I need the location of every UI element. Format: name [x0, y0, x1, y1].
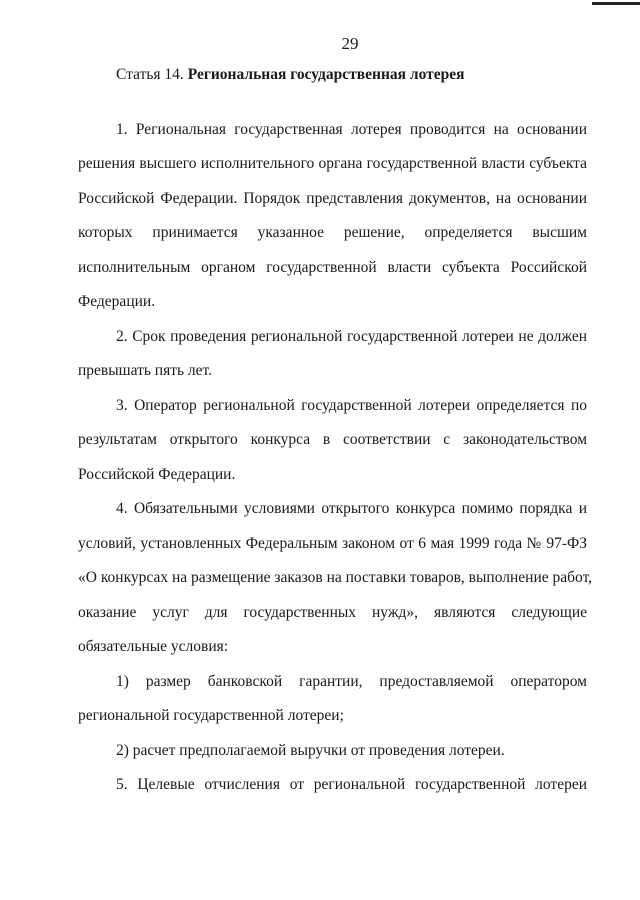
text-line: исполнительным органом государственной власти субъекта Российской — [78, 259, 587, 276]
article-label: Статья 14. — [116, 66, 184, 83]
article-heading — [116, 66, 465, 84]
article-title: Региональная государственная лотерея — [187, 66, 465, 83]
text-line: Федерации. — [78, 293, 156, 310]
text-line: 1) размер банковской гарантии, предоставляемой оператором — [116, 673, 587, 690]
text-line: 5. Целевые отчисления от региональной государственной лотереи — [116, 776, 587, 793]
text-line: Российской Федерации. Порядок представления документов, на основании — [78, 190, 587, 207]
text-line: 2) расчет предполагаемой выручки от проведения лотереи. — [116, 742, 505, 759]
text-line: Российской Федерации. — [78, 466, 236, 483]
text-line: обязательные условия: — [78, 638, 229, 655]
text-line: «О конкурсах на размещение заказов на поставки товаров, выполнение работ, — [78, 569, 593, 586]
scan-edge-mark — [592, 2, 640, 5]
page-number: 29 — [341, 34, 359, 53]
text-line: которых принимается указанное решение, определяется высшим — [78, 224, 587, 241]
text-line: региональной государственной лотереи; — [78, 707, 344, 724]
text-line: превышать пять лет. — [78, 362, 213, 379]
text-line: условий, установленных Федеральным законом от 6 мая 1999 года № 97-ФЗ — [78, 535, 587, 552]
text-line: решения высшего исполнительного органа государственной власти субъекта — [78, 155, 587, 172]
text-line: 1. Региональная государственная лотерея проводится на основании — [116, 121, 587, 138]
text-line: результатам открытого конкурса в соответствии с законодательством — [78, 431, 587, 448]
text-line: 4. Обязательными условиями открытого конкурса помимо порядка и — [116, 500, 587, 517]
text-line: 2. Срок проведения региональной государственной лотереи не должен — [116, 328, 587, 345]
text-line: оказание услуг для государственных нужд», являются следующие — [78, 604, 587, 621]
text-line: 3. Оператор региональной государственной лотереи определяется по — [116, 397, 587, 414]
